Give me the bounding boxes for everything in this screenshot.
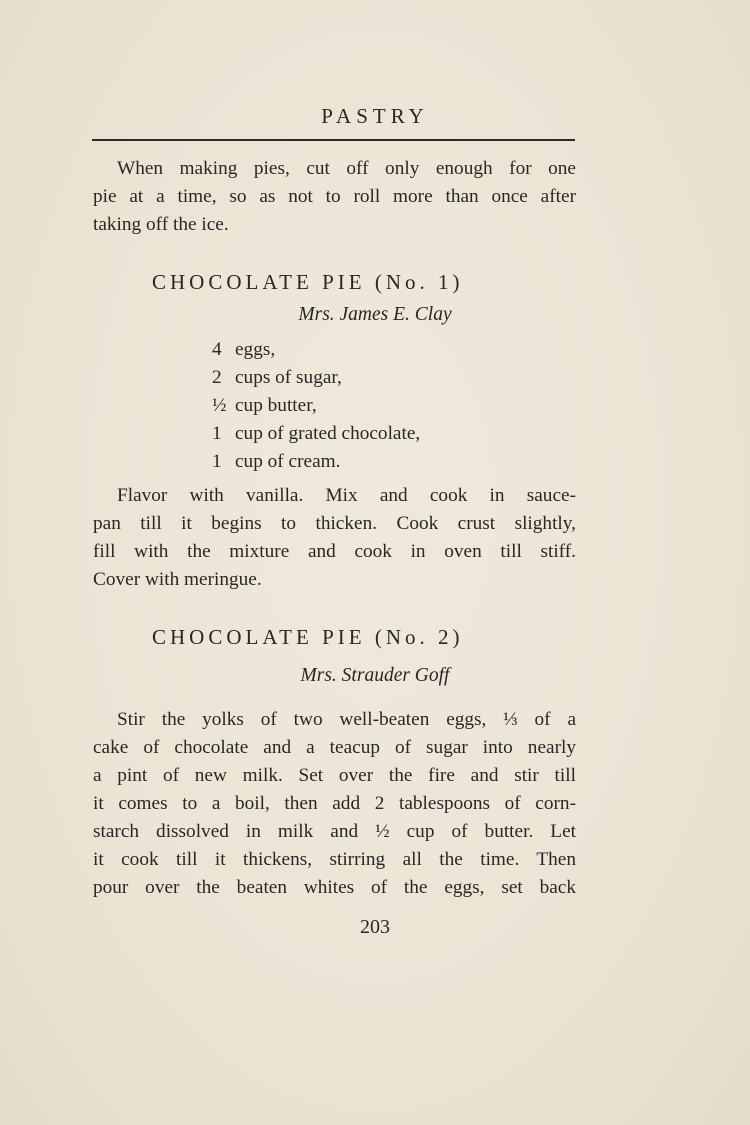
paragraph-line: a pint of new milk. Set over the fire and stir till [93,765,576,786]
paragraph-line: When making pies, cut off only enough for one [117,158,576,179]
ingredient-quantity: 2 [212,367,222,388]
paragraph-line: starch dissolved in milk and ½ cup of butter. Let [93,821,576,842]
ingredient-row [212,392,420,420]
ingredient-item: cups of sugar, [235,367,342,388]
recipe-author-1: Mrs. James E. Clay [298,304,452,325]
paragraph-line: pour over the beaten whites of the eggs, set back [93,877,576,898]
recipe-directions-2 [93,706,576,902]
recipe-title: CHOCOLATE PIE (No. 1) [152,270,464,294]
paragraph-line: it cook till it thickens, stirring all the time. Then [93,849,576,870]
paragraph-line: cake of chocolate and a teacup of sugar into nearly [93,737,576,758]
running-head: PASTRY [321,104,429,128]
ingredient-row [212,420,420,448]
recipe-title: CHOCOLATE PIE (No. 2) [152,625,464,649]
paragraph-line: taking off the ice. [93,214,229,235]
paragraph-line: pie at a time, so as not to roll more than once after [93,186,576,207]
paragraph-line: Cover with meringue. [93,569,262,590]
ingredient-quantity: ½ [212,395,227,416]
intro-paragraph [93,155,576,239]
ingredient-quantity: 4 [212,339,222,360]
ingredient-row [212,364,420,392]
ingredient-list [212,336,420,476]
paragraph-line: Stir the yolks of two well-beaten eggs, ⅓ of a [117,709,576,730]
ingredient-item: cup of grated chocolate, [235,423,421,444]
paragraph-line: pan till it begins to thicken. Cook crust slightly, [93,513,576,534]
ingredient-item: cup of cream. [235,451,341,472]
ingredient-item: eggs, [235,339,276,360]
paragraph-line: fill with the mixture and cook in oven till stiff. [93,541,576,562]
ingredient-row [212,336,420,364]
page-number: 203 [360,916,390,938]
ingredient-item: cup butter, [235,395,317,416]
paragraph-line: it comes to a boil, then add 2 tablespoons of corn- [93,793,576,814]
paragraph-line: Flavor with vanilla. Mix and cook in sauce- [117,485,576,506]
ingredient-row [212,448,420,476]
ingredient-quantity: 1 [212,451,222,472]
ingredient-quantity: 1 [212,423,222,444]
recipe-directions-1 [93,482,576,594]
header-rule [92,139,575,141]
recipe-author-2: Mrs. Strauder Goff [300,665,450,686]
